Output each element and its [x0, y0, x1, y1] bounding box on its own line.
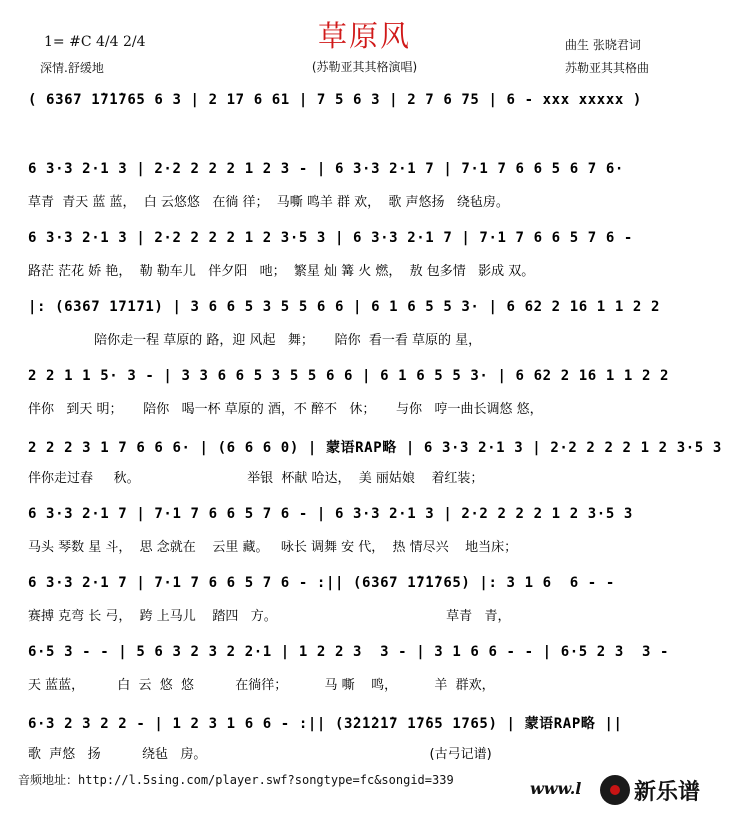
credit-music: 苏勒亚其其格曲 — [565, 61, 650, 75]
tempo-marking: 深情.舒缓地 — [40, 61, 104, 75]
lyrics-row: 天 蓝蓝， 白 云 悠 悠 在徜徉； 马 嘶 鸣， 羊 群欢， — [28, 678, 495, 693]
notation-row: 6·3 2 3 2 2 - | 1 2 3 1 6 6 - :|| (3̇2̇1̇2̇1̇7 1̇7̇65 1765) | 蒙语RAP略 || — [28, 716, 623, 732]
lyrics-row: 歌 声悠 扬 绕毡 房。 (古弓记谱) — [28, 747, 492, 762]
notation-row: 2 2 1 1 5· 3 - | 3 3 6 6 5 3 5 5 6 6 | 6 1 6 5 5 3· | 6 62 2 16 1 1 2 2 — [28, 368, 670, 384]
notation-row: 6 3·3 2·1 7 | 7·1 7 6 6 5 7 6 - | 6 3·3 2·1 3 | 2·2 2 2 2 1 2 3·5 3 — [28, 506, 633, 522]
song-subtitle: (苏勒亚其其格演唱) — [311, 60, 418, 74]
lyrics-row: 赛搏 克弯 长 弓， 跨 上马儿 踏四 方。 草青 青， — [28, 609, 511, 624]
notation-row: 6 3·3 2·1 3 | 2·2 2 2 2 1 2 3 - | 6 3·3 2·1 7 | 7·1 7 6 6 5 6 7 6· — [28, 161, 624, 177]
site-logo[interactable] — [530, 775, 720, 809]
notation-row: 6 3·3 2·1 3 | 2·2 2 2 2 1 2 3·5 3 | 6 3·3 2·1 7 | 7·1 7 6 6 5 7 6 - — [28, 230, 633, 246]
notation-row: 6 3·3 2·1 7 | 7·1 7 6 6 5 7 6 - :|| (6367 1̇7̇1̇765) |: 3 1 6 6 - - — [28, 575, 615, 591]
audio-url[interactable]: 音频地址：http://l.5sing.com/player.swf?songtype=fc&songid=339 — [18, 773, 454, 787]
lyrics-row: 路茫 茫花 娇 艳， 勒 勒车儿 伴夕阳 吔； 繁星 灿 篝 火 燃， 敖 包多情 影成 双。 — [28, 264, 535, 279]
logo-www-text: www.l — [530, 779, 582, 798]
lyrics-row: 陪你走一程 草原的 路，迎 风起 舞； 陪你 看一看 草原的 星， — [28, 333, 482, 348]
lyrics-row: 伴你走过春 秋。 举银 杯献 哈达， 美 丽姑娘 着红装； — [28, 471, 484, 486]
notation-row: 6·5 3 - - | 5 6 3 2 3 2 2·1 | 1 2 2 3 3 - | 3 1 6 6 - - | 6·5 2 3 3 - — [28, 644, 670, 660]
lyrics-row: 马头 琴数 星 斗， 思 念就在 云里 藏。 咏长 调舞 安 代， 热 情尽兴 地当床； — [28, 540, 518, 555]
key-signature: 1= #C 4/4 2/4 — [44, 34, 146, 50]
lyrics-row: 草青 青天 蓝 蓝， 白 云悠悠 在徜 徉； 马嘶 鸣羊 群 欢， 歌 声悠扬 绕毡房。 — [28, 195, 509, 210]
logo-text: 新乐谱 — [634, 780, 701, 805]
notation-row: 2 2 2 3 1 7 6 6 6· | (6 6 6 0) | 蒙语RAP略 | 6 3·3 2·1 3 | 2·2 2 2 2 1 2 3·5 3 — [28, 440, 722, 456]
notation-row: ( 6367 1̇7̇1̇765 6 3 | 2 17 6 61 | 7 5 6 3 | 2 7 6 75 | 6 - xxx xxxxx ) — [28, 92, 642, 108]
credit-lyric: 曲生 张晓君词 — [565, 38, 641, 52]
song-title: 草原风 — [317, 19, 411, 53]
notation-row: |: (6367 17171) | 3 6 6 5 3 5 5 6 6 | 6 1 6 5 5 3· | 6 62 2 16 1 1 2 2 — [28, 299, 661, 315]
lyrics-row: 伴你 到天 明； 陪你 喝一杯 草原的 酒，不 醉不 休； 与你 哼一曲长调悠 悠， — [28, 402, 543, 417]
record-disc-icon — [600, 775, 630, 805]
